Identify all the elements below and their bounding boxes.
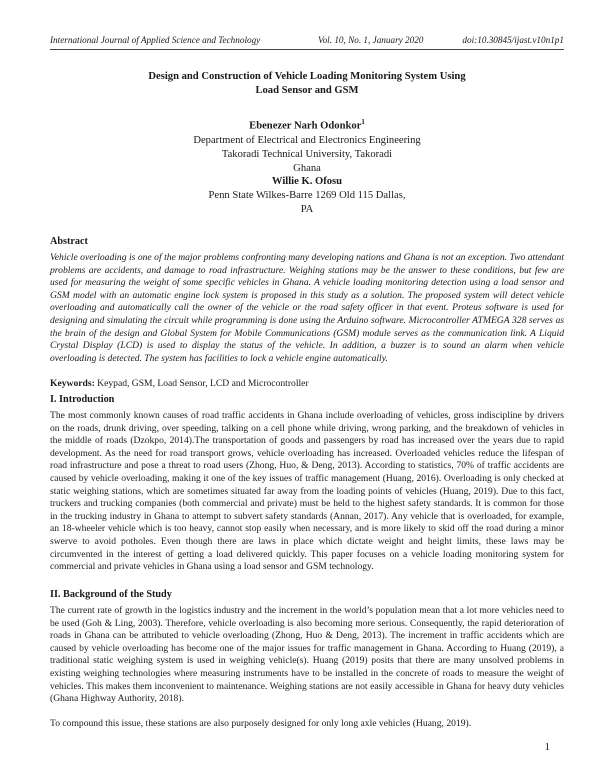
page-number: 1 bbox=[544, 741, 550, 753]
background-text-continued: To compound this issue, these stations are also purposely designed for only long axle vehicles (Huang, 2019). bbox=[50, 718, 472, 729]
author-name-2: Willie K. Ofosu bbox=[271, 176, 343, 187]
author-block-1 bbox=[50, 115, 564, 176]
introduction-heading: I. Introduction bbox=[50, 394, 115, 405]
keywords-line bbox=[50, 378, 564, 389]
keywords-text: Keypad, GSM, Load Sensor, LCD and Microcontroller bbox=[94, 378, 309, 389]
running-header bbox=[50, 35, 564, 50]
journal-name: International Journal of Applied Science and Technology bbox=[50, 35, 261, 45]
author-name-1: Ebenezer Narh Odonkor$^1$ bbox=[249, 118, 365, 132]
author-affiliation: Department of Electrical and Electronics Engineering bbox=[193, 134, 421, 146]
abstract-heading: Abstract bbox=[50, 236, 88, 247]
doi-link[interactable]: doi:10.30845/ijast.v10n1p1 bbox=[462, 35, 564, 45]
abstract-text: Vehicle overloading is one of the major problems confronting many developing nations and Ghana is not an exception. Two attendant problems are accidents, and damage to road infrastructure. Weighing stations may be the answer to these conditions, but few are used for measuring the weight of some specific vehicles in Ghana. A vehicle loading monitoring detection using a load sensor and GSM model with an automatic engine lock system is proposed in this study as a solution. The proposed system will detect vehicle overloading and automatically call the owner of the vehicle or the road safety officer in that event. Proteus software is used for designing and simulating the circuit while programming is done using the Arduino software. Microcontroller ATMEGA 328 serves as the brain of the design and Global System for Mobile Communications (GSM) module serves as the communication link. A Liquid Crystal Display (LCD) is used to display the status of the vehicle. In addition, a buzzer is to sound an alarm when vehicle overloading is detected. The system has facilities to lock a vehicle engine automatically. bbox=[50, 252, 564, 364]
author-affiliation: Penn State Wilkes-Barre 1269 Old 115 Dallas, bbox=[208, 190, 406, 201]
author-affiliation-marker: 1 bbox=[361, 118, 365, 126]
author-affiliation: PA bbox=[300, 204, 314, 215]
title-line-1: Design and Construction of Vehicle Loading Monitoring System Using bbox=[148, 71, 466, 82]
background-heading: II. Background of the Study bbox=[50, 589, 172, 600]
author-affiliation: Takoradi Technical University, Takoradi bbox=[221, 148, 393, 160]
background-text: The current rate of growth in the logistics industry and the increment in the world’s population mean that a lot more vehicles need to be used (Goh & Ling, 2003). Therefore, vehicle overloading is also becoming more serious. Consequently, the rapid deterioration of roads in Ghana can be attributed to vehicle overloading (Zhong, Huo & Deng, 2013). The increment in traffic accidents which are caused by vehicle overloading has become one of the major issues for traffic management in Ghana. According to Huang (2019), a traditional static weighing system is used in weighing vehicle(s). Huang (2019) posits that there are many unsolved problems in existing weighing technologies where measuring instruments have to be installed in the concrete of roads to measure the weight of vehicles. This makes them inconvenient to maintenance. Weighing stations are not easily accessible in Ghana for heavy duty vehicles (Ghana Highway Authority, 2018). bbox=[50, 605, 564, 705]
volume-issue: Vol. 10, No. 1, January 2020 bbox=[318, 35, 424, 45]
paper-title bbox=[50, 70, 564, 98]
introduction-text: The most commonly known causes of road traffic accidents in Ghana include overloading of vehicles, gross indiscipline by drivers on the roads, drunk driving, over speeding, talking on a cell phone while driving, wrong parking, and the breakdown of vehicles in the middle of roads (Dzokpo, 2014).The transportation of goods and passengers by road has increased over the years due to rapid development. As the need for road transport grows, vehicle overloading has increased. Overloaded vehicles reduce the lifespan of road infrastructure and pose a threat to road users (Zhong, Huo, & Deng, 2013). According to statistics, 70% of traffic accidents are caused by vehicle overloading, making it one of the key issues of traffic management (Huang, 2016). Overloading is only checked at static weighing stations, which are sometimes situated far away from the loading points of vehicles (Huang, 2019). Due to this fact, truckers and trucking companies (both commercial and private) must be held to the highest safety standards. It is common for those in the trucking industry in Ghana to attempt to subvert safety standards (Annan, 2017). Any vehicle that is overloaded, for example, an 18-wheeler vehicle which is too heavy, cannot stop easily when necessary, and is more likely to skid off the road during a minor swerve to avoid potholes. Even though there are laws in place which dictate weight and height limits, these laws may be circumvented in the interest of getting a load delivered quickly. This paper focuses on a vehicle loading monitoring system for commercial and private vehicles in Ghana using a load sensor and GSM technology. bbox=[50, 410, 564, 573]
keywords-label: Keywords: bbox=[50, 378, 95, 389]
author-block-2 bbox=[50, 175, 564, 217]
title-line-2: Load Sensor and GSM bbox=[255, 85, 359, 96]
author-affiliation: Ghana bbox=[293, 162, 321, 174]
